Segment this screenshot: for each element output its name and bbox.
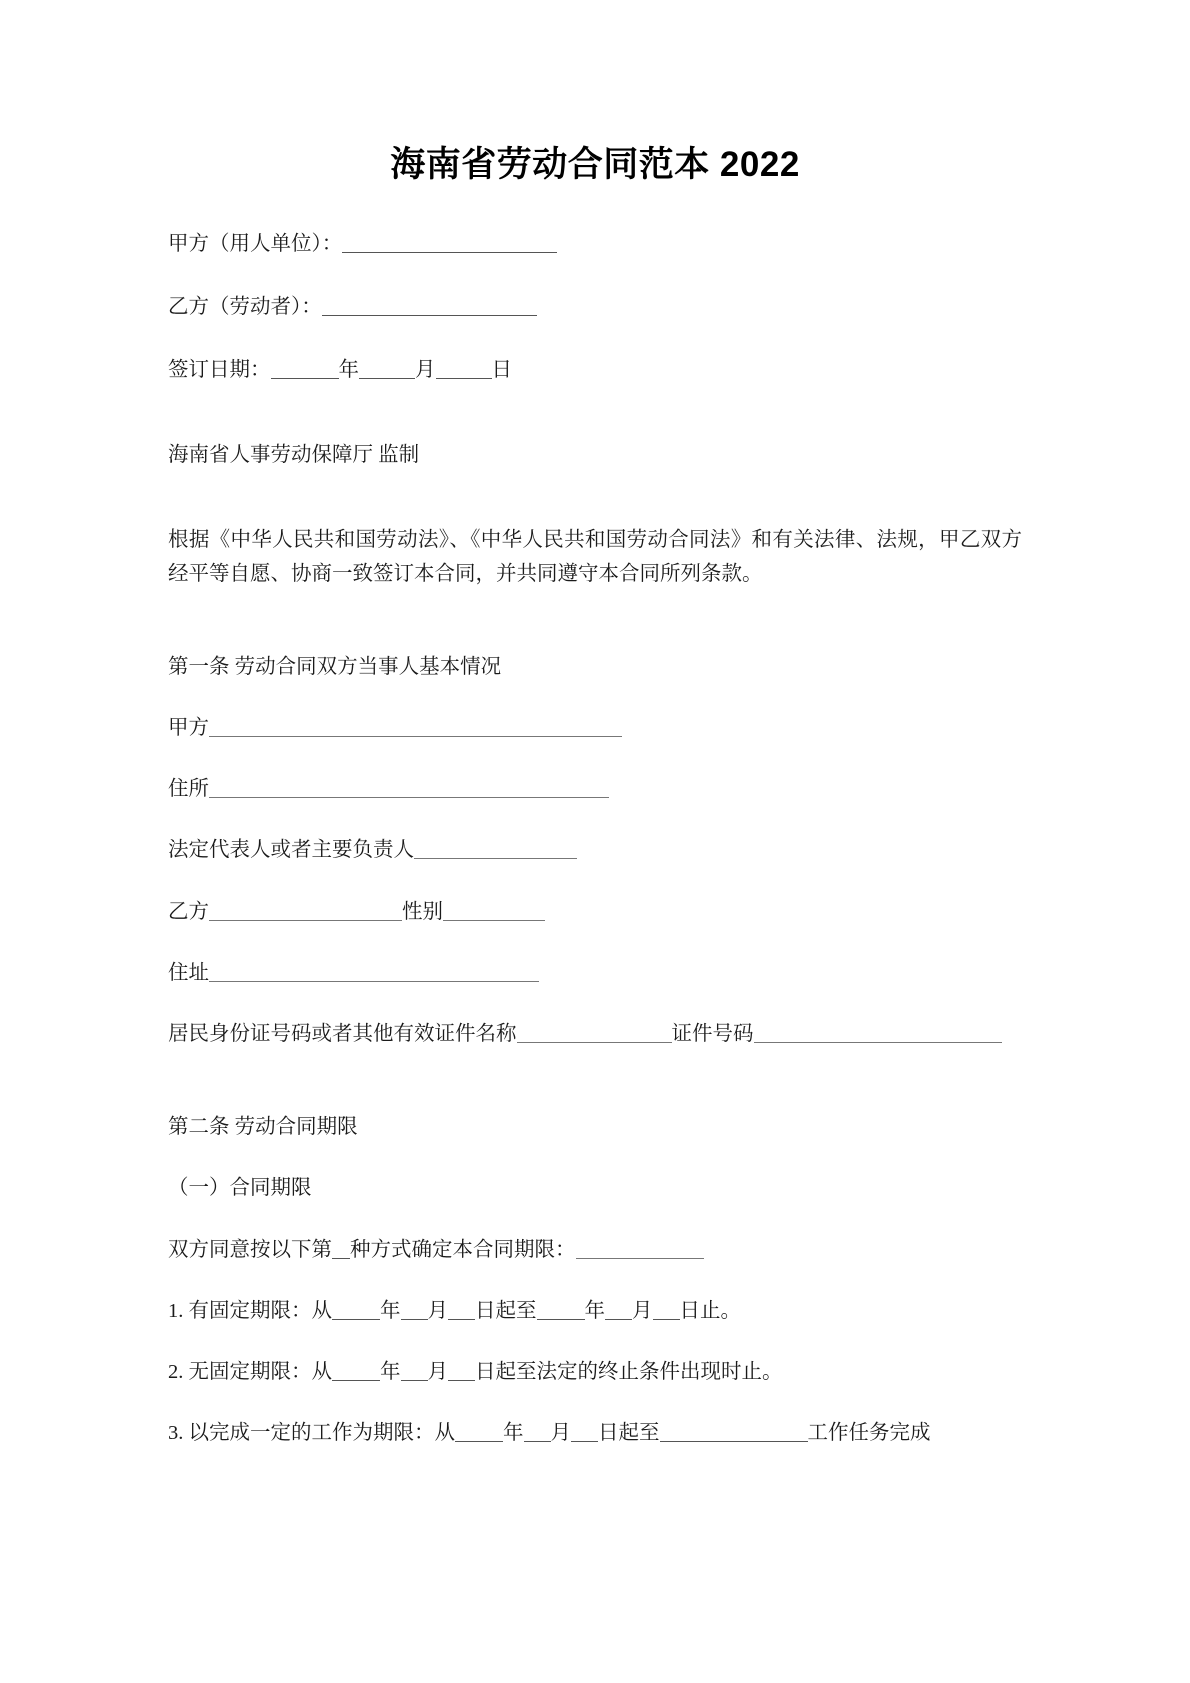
spacer <box>168 684 1022 712</box>
option-2-day-blank[interactable] <box>448 1380 475 1381</box>
option-3-d1: 日起至 <box>598 1422 660 1445</box>
list-item <box>168 1295 1022 1328</box>
option-1-y1: 年 <box>380 1299 401 1322</box>
party-b-blank[interactable] <box>322 315 537 316</box>
field-party-a-domicile <box>168 773 1022 806</box>
sign-month-blank[interactable] <box>359 378 415 379</box>
issuer-line: 海南省人事劳动保障厅 监制 <box>168 444 420 467</box>
option-2-y1: 年 <box>380 1360 401 1383</box>
option-3-year-blank[interactable] <box>455 1441 503 1442</box>
field-party-b-address <box>168 957 1022 990</box>
party-a-label: 甲方（用人单位）： <box>168 232 343 255</box>
option-1-seq: 1. <box>168 1299 184 1322</box>
id-number-blank[interactable] <box>754 1042 932 1043</box>
contract-term-intro-suffix: 种方式确定本合同期限： <box>350 1238 576 1261</box>
option-1-year-to-blank[interactable] <box>537 1319 585 1320</box>
id-document-name-blank[interactable] <box>517 1042 672 1043</box>
option-2-seq: 2. <box>168 1360 184 1383</box>
sign-date-label: 签订日期： <box>168 358 271 381</box>
party-b-label: 乙方（劳动者）： <box>168 295 322 318</box>
option-1-m1: 月 <box>427 1299 448 1322</box>
field-party-a-name <box>168 712 1022 745</box>
list-item <box>168 1356 1022 1389</box>
option-2-m1: 月 <box>427 1360 448 1383</box>
option-2-year-blank[interactable] <box>332 1380 380 1381</box>
legal-representative-blank[interactable] <box>414 858 577 859</box>
spacer <box>168 1328 1022 1356</box>
option-3-y1: 年 <box>503 1422 524 1445</box>
field-party-a-header <box>168 228 1022 261</box>
contract-term-choice-blank[interactable] <box>576 1258 704 1259</box>
id-number-label: 证件号码 <box>671 1022 754 1045</box>
field-party-b-name <box>168 896 1022 929</box>
id-document-label: 居民身份证号码或者其他有效证件名称 <box>168 1022 517 1045</box>
spacer <box>168 806 1022 834</box>
party-a-blank[interactable] <box>342 252 557 253</box>
option-1-month-from-blank[interactable] <box>401 1319 428 1320</box>
spacer <box>168 324 1022 354</box>
field-id-document <box>168 1018 1022 1051</box>
option-3-day-blank[interactable] <box>571 1441 598 1442</box>
option-1-d1: 日起至 <box>475 1299 537 1322</box>
sign-day-blank[interactable] <box>436 378 492 379</box>
option-3-month-blank[interactable] <box>524 1441 551 1442</box>
field-sign-date <box>168 354 1022 387</box>
option-3-task-blank[interactable] <box>660 1441 808 1442</box>
sign-year-unit: 年 <box>338 358 359 381</box>
legal-representative-label: 法定代表人或者主要负责人 <box>168 839 414 862</box>
article-two-heading: 第二条 劳动合同期限 <box>168 1116 358 1139</box>
option-2-d1: 日起至法定的终止条件出现时止。 <box>475 1360 783 1383</box>
party-a-name-label: 甲方 <box>168 716 209 739</box>
spacer <box>168 261 1022 291</box>
option-1-year-from-blank[interactable] <box>332 1319 380 1320</box>
contract-term-option-blank[interactable] <box>332 1258 350 1259</box>
article-two-subheading: （一）合同期限 <box>168 1177 312 1200</box>
option-2-text: 无固定期限：从 <box>188 1360 332 1383</box>
id-number-blank-wrap[interactable] <box>932 1042 1002 1043</box>
party-a-name-blank[interactable] <box>209 736 622 737</box>
spacer <box>168 990 1022 1018</box>
sign-month-unit: 月 <box>415 358 436 381</box>
address-label: 住址 <box>168 961 209 984</box>
spacer <box>168 1389 1022 1417</box>
contract-term-intro <box>168 1234 1022 1267</box>
spacer <box>168 188 1022 228</box>
party-b-name-label: 乙方 <box>168 900 209 923</box>
spacer <box>168 591 1022 651</box>
spacer <box>168 868 1022 896</box>
field-legal-representative <box>168 834 1022 867</box>
spacer <box>168 1206 1022 1234</box>
spacer <box>168 1144 1022 1172</box>
gender-label: 性别 <box>402 900 443 923</box>
spacer <box>168 387 1022 439</box>
option-3-m1: 月 <box>550 1422 571 1445</box>
spacer <box>168 1267 1022 1295</box>
party-b-name-blank[interactable] <box>209 920 402 921</box>
preamble-paragraph: 根据《中华人民共和国劳动法》、《中华人民共和国劳动合同法》和有关法律、法规，甲乙双方经平等自愿、协商一致签订本合同，并共同遵守本合同所列条款。 <box>168 529 1022 585</box>
domicile-label: 住所 <box>168 778 209 801</box>
gender-blank[interactable] <box>443 920 545 921</box>
list-item <box>168 1417 1022 1450</box>
domicile-blank[interactable] <box>209 797 609 798</box>
spacer <box>168 745 1022 773</box>
option-1-month-to-blank[interactable] <box>605 1319 632 1320</box>
address-blank[interactable] <box>209 981 539 982</box>
option-1-day-to-blank[interactable] <box>653 1319 680 1320</box>
page-title: 海南省劳动合同范本 2022 <box>390 145 800 184</box>
field-party-b-header <box>168 291 1022 324</box>
sign-year-blank[interactable] <box>271 378 339 379</box>
option-2-month-blank[interactable] <box>401 1380 428 1381</box>
sign-day-unit: 日 <box>491 358 512 381</box>
spacer <box>168 472 1022 524</box>
option-1-y2: 年 <box>584 1299 605 1322</box>
article-one-heading: 第一条 劳动合同双方当事人基本情况 <box>168 655 502 678</box>
option-1-d2: 日止。 <box>679 1299 741 1322</box>
option-3-seq: 3. <box>168 1422 184 1445</box>
document-body <box>168 0 1022 1450</box>
option-1-day-from-blank[interactable] <box>448 1319 475 1320</box>
option-3-text: 以完成一定的工作为期限：从 <box>188 1422 455 1445</box>
option-1-text: 有固定期限：从 <box>188 1299 332 1322</box>
option-1-m2: 月 <box>632 1299 653 1322</box>
spacer <box>168 1051 1022 1111</box>
spacer <box>168 929 1022 957</box>
contract-term-intro-prefix: 双方同意按以下第 <box>168 1238 332 1261</box>
option-3-tail: 工作任务完成 <box>807 1422 931 1445</box>
